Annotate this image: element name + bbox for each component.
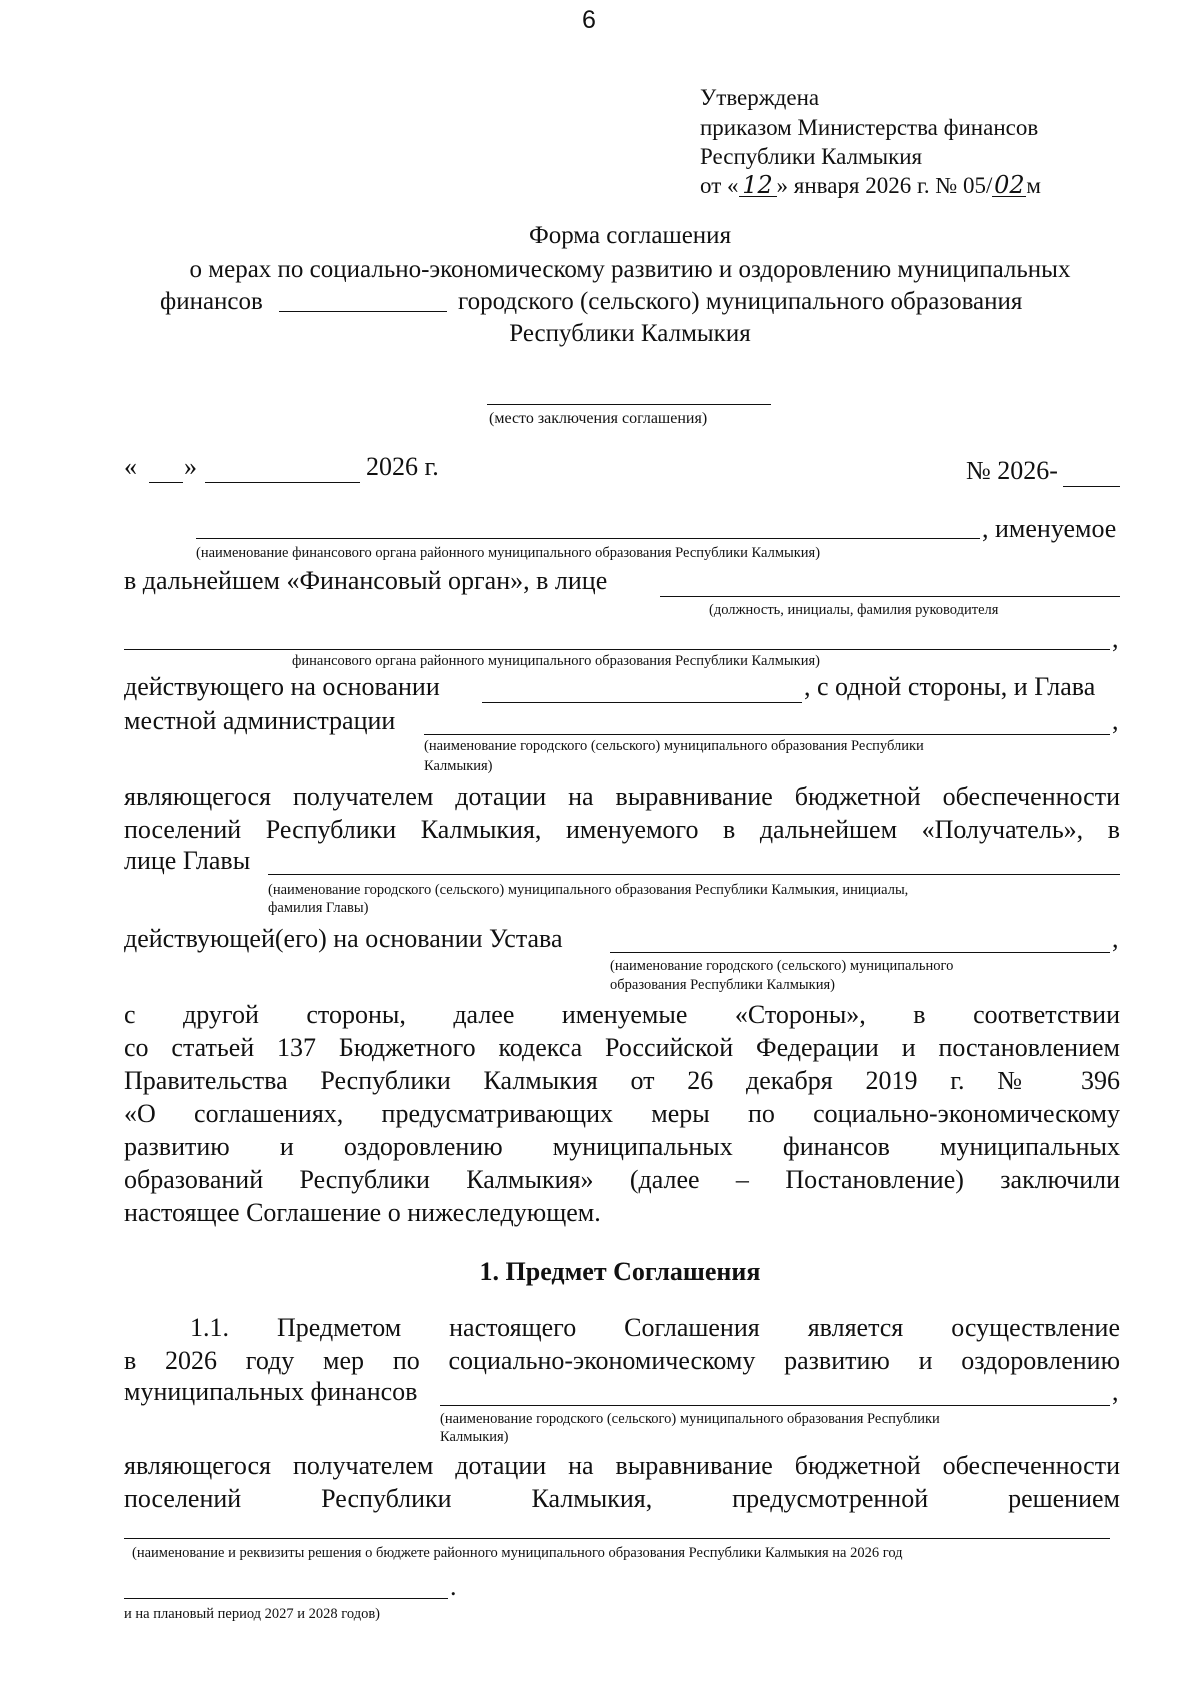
cap-head-line1: (наименование городского (сельского) муниципального образования Республики Калмыкия, инициалы,: [268, 882, 909, 898]
cap-charter-line1: (наименование городского (сельского) муниципального: [610, 958, 954, 974]
decision-blank: [124, 1520, 1110, 1539]
para-last: настоящее Соглашение о нижеследующем.: [124, 1198, 601, 1227]
para-line-4: «О соглашениях, предусматривающих меры по социально-экономическому: [124, 1099, 1120, 1128]
charter: действующей(его) на основании Устава: [124, 924, 563, 953]
cap-period: и на плановый период 2027 и 2028 годов): [124, 1606, 381, 1622]
date-year: 2026 г.: [366, 452, 439, 481]
para-line-1: с другой стороны, далее именуемые «Стороны», в соответствии: [124, 1000, 1120, 1029]
approval-line3: Республики Калмыкия: [700, 144, 923, 169]
comma-3: ,: [1112, 924, 1119, 953]
title-line3-left: финансов: [160, 288, 263, 315]
recipient-line1: являющегося получателем дотации на выравнивание бюджетной обеспеченности: [124, 782, 1120, 811]
head-name-blank: [124, 625, 1110, 650]
place-caption: (место заключения соглашения): [489, 410, 708, 427]
title-line1: Форма соглашения: [528, 222, 732, 249]
title-line2: о мерах по социально-экономическому развитию и оздоровлению муниципальных: [189, 256, 1071, 283]
cap-mun-line1: (наименование городского (сельского) муниципального образования Республики: [424, 738, 924, 754]
local-admin: местной администрации: [124, 706, 396, 735]
local-admin-blank: [424, 710, 1110, 735]
one-side: , с одной стороны, и Глава: [804, 672, 1096, 701]
charter-blank: [610, 928, 1110, 953]
comma-1: ,: [1112, 624, 1119, 653]
approval-date-prefix: от «: [700, 173, 739, 198]
further-fin-org: в дальнейшем «Финансовый орган», в лице: [124, 566, 608, 595]
s1-mun-blank: [440, 1381, 1110, 1406]
approval-number: 02: [994, 171, 1025, 199]
head-blank: [268, 850, 1120, 875]
approval-date: [700, 171, 1041, 200]
comma-4: ,: [1112, 1377, 1119, 1406]
s1-p2-line1: являющегося получателем дотации на выравнивание бюджетной обеспеченности: [124, 1451, 1120, 1480]
recipient-line3: лице Главы: [124, 846, 251, 875]
section-heading: 1. Предмет Соглашения: [479, 1257, 761, 1286]
s1-cap-mun-line2: Калмыкия): [440, 1429, 509, 1445]
date-month-blank: [205, 456, 360, 483]
title-line4: Республики Калмыкия: [509, 320, 751, 347]
approval-date-middle: » января 2026 г. № 05/: [776, 173, 993, 198]
page-number: 6: [582, 6, 596, 34]
para-line-2: со статьей 137 Бюджетного кодекса Российской Федерации и постановлением: [124, 1033, 1120, 1062]
position-blank: [660, 570, 1120, 597]
approval-suffix: м: [1026, 173, 1041, 198]
s1-p1-line2: в 2026 году мер по социально-экономическому развитию и оздоровлению: [124, 1346, 1120, 1375]
date-open-quote: «: [124, 452, 137, 481]
s1-p1-line1: 1.1. Предметом настоящего Соглашения является осуществление: [190, 1313, 1120, 1342]
para-line-6: образований Республики Калмыкия» (далее – Постановление) заключили: [124, 1165, 1120, 1194]
s1-p1-line3: муниципальных финансов: [124, 1377, 418, 1406]
cap-charter-line2: образования Республики Калмыкия): [610, 977, 835, 993]
para-line-5: развитию и оздоровлению муниципальных финансов муниципальных: [124, 1132, 1120, 1161]
approval-line2: приказом Министерства финансов: [700, 115, 1039, 140]
title-line3-right: городского (сельского) муниципального образования: [458, 288, 1023, 315]
number-blank: [1063, 460, 1120, 487]
recipient-line2: поселений Республики Калмыкия, именуемого в дальнейшем «Получатель», в: [124, 815, 1120, 844]
cap-position: (должность, инициалы, фамилия руководителя: [709, 602, 999, 618]
approval-line1: Утверждена: [700, 85, 820, 110]
acting-on-basis: действующего на основании: [124, 672, 440, 701]
place-blank: [487, 382, 771, 405]
number-label: № 2026-: [966, 456, 1058, 485]
cap-decision: (наименование и реквизиты решения о бюджете районного муниципального образования Республики Калмыкия на 2026 год: [132, 1545, 903, 1561]
cap-head-line2: фамилия Главы): [268, 900, 369, 916]
date-close-quote: »: [184, 452, 197, 481]
s1-p2-line2: поселений Республики Калмыкия, предусмотренной решением: [124, 1484, 1120, 1513]
mun-name-blank: [279, 287, 447, 312]
s1-cap-mun-line1: (наименование городского (сельского) муниципального образования Республики: [440, 1411, 940, 1427]
fin-org-blank: [196, 514, 980, 539]
comma-2: ,: [1112, 706, 1119, 735]
cap-fin-org: (наименование финансового органа районного муниципального образования Республики Калмыкия): [196, 545, 821, 561]
cap-fin-org2: финансового органа районного муниципального образования Республики Калмыкия): [292, 653, 820, 669]
para-line-3: Правительства Республики Калмыкия от 26 декабря 2019 г. № 396: [124, 1066, 1120, 1095]
approval-day: 12: [739, 174, 777, 197]
cap-mun-line2: Калмыкия): [424, 758, 493, 774]
basis-blank: [482, 676, 802, 703]
period-blank: [124, 1578, 448, 1599]
period-dot: .: [450, 1572, 457, 1601]
named-suffix: , именуемое: [982, 514, 1117, 543]
date-day-blank: [149, 456, 183, 483]
